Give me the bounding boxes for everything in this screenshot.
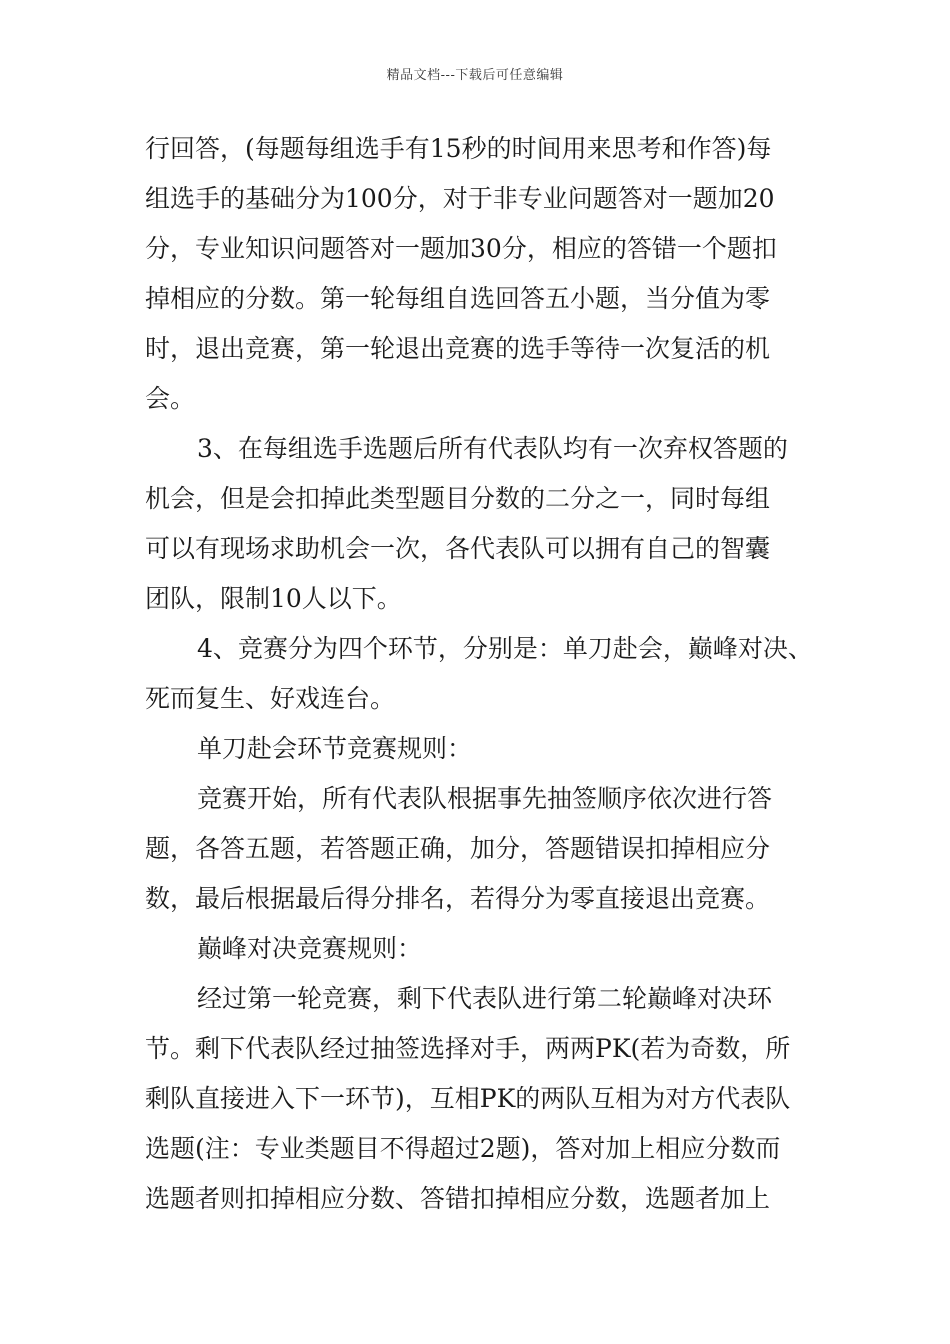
text-line: 选题者则扣掉相应分数、答错扣掉相应分数，选题者加上 xyxy=(145,1184,771,1213)
text-line: 剩队直接进入下一环节)，互相PK的两队互相为对方代表队 xyxy=(145,1084,791,1113)
text-line: 死而复生、好戏连台。 xyxy=(145,684,396,713)
section-heading: 单刀赴会环节竞赛规则： xyxy=(197,734,473,763)
text-line: 选题(注：专业类题目不得超过2题)，答对加上相应分数而 xyxy=(145,1134,781,1163)
text-line: 团队，限制10人以下。 xyxy=(145,584,402,613)
text-line: 掉相应的分数。第一轮每组自选回答五小题，当分值为零 xyxy=(145,284,771,313)
text-line: 行回答，(每题每组选手有15秒的时间用来思考和作答)每 xyxy=(145,134,772,163)
paragraph-start-line: 3、在每组选手选题后所有代表队均有一次弃权答题的 xyxy=(197,434,788,463)
text-line: 组选手的基础分为100分，对于非专业问题答对一题加20 xyxy=(145,184,775,213)
text-line: 分，专业知识问题答对一题加30分，相应的答错一个题扣 xyxy=(145,234,777,263)
document-body xyxy=(145,124,825,1224)
paragraph-start-line: 竞赛开始，所有代表队根据事先抽签顺序依次进行答 xyxy=(197,784,773,813)
text-line: 可以有现场求助机会一次，各代表队可以拥有自己的智囊 xyxy=(145,534,771,563)
page-header: 精品文档---下载后可任意编辑 xyxy=(386,68,564,83)
text-line: 节。剩下代表队经过抽签选择对手，两两PK(若为奇数，所 xyxy=(145,1034,791,1063)
text-line: 会。 xyxy=(145,384,196,413)
text-line: 机会，但是会扣掉此类型题目分数的二分之一，同时每组 xyxy=(145,484,771,513)
paragraph-start-line: 4、竞赛分为四个环节，分别是：单刀赴会，巅峰对决、 xyxy=(197,634,813,663)
text-line: 题，各答五题，若答题正确，加分，答题错误扣掉相应分 xyxy=(145,834,771,863)
text-line: 时，退出竞赛，第一轮退出竞赛的选手等待一次复活的机 xyxy=(145,334,771,363)
text-line: 数，最后根据最后得分排名，若得分为零直接退出竞赛。 xyxy=(145,884,771,913)
paragraph-start-line: 经过第一轮竞赛，剩下代表队进行第二轮巅峰对决环 xyxy=(197,984,773,1013)
section-heading: 巅峰对决竞赛规则： xyxy=(197,934,423,963)
